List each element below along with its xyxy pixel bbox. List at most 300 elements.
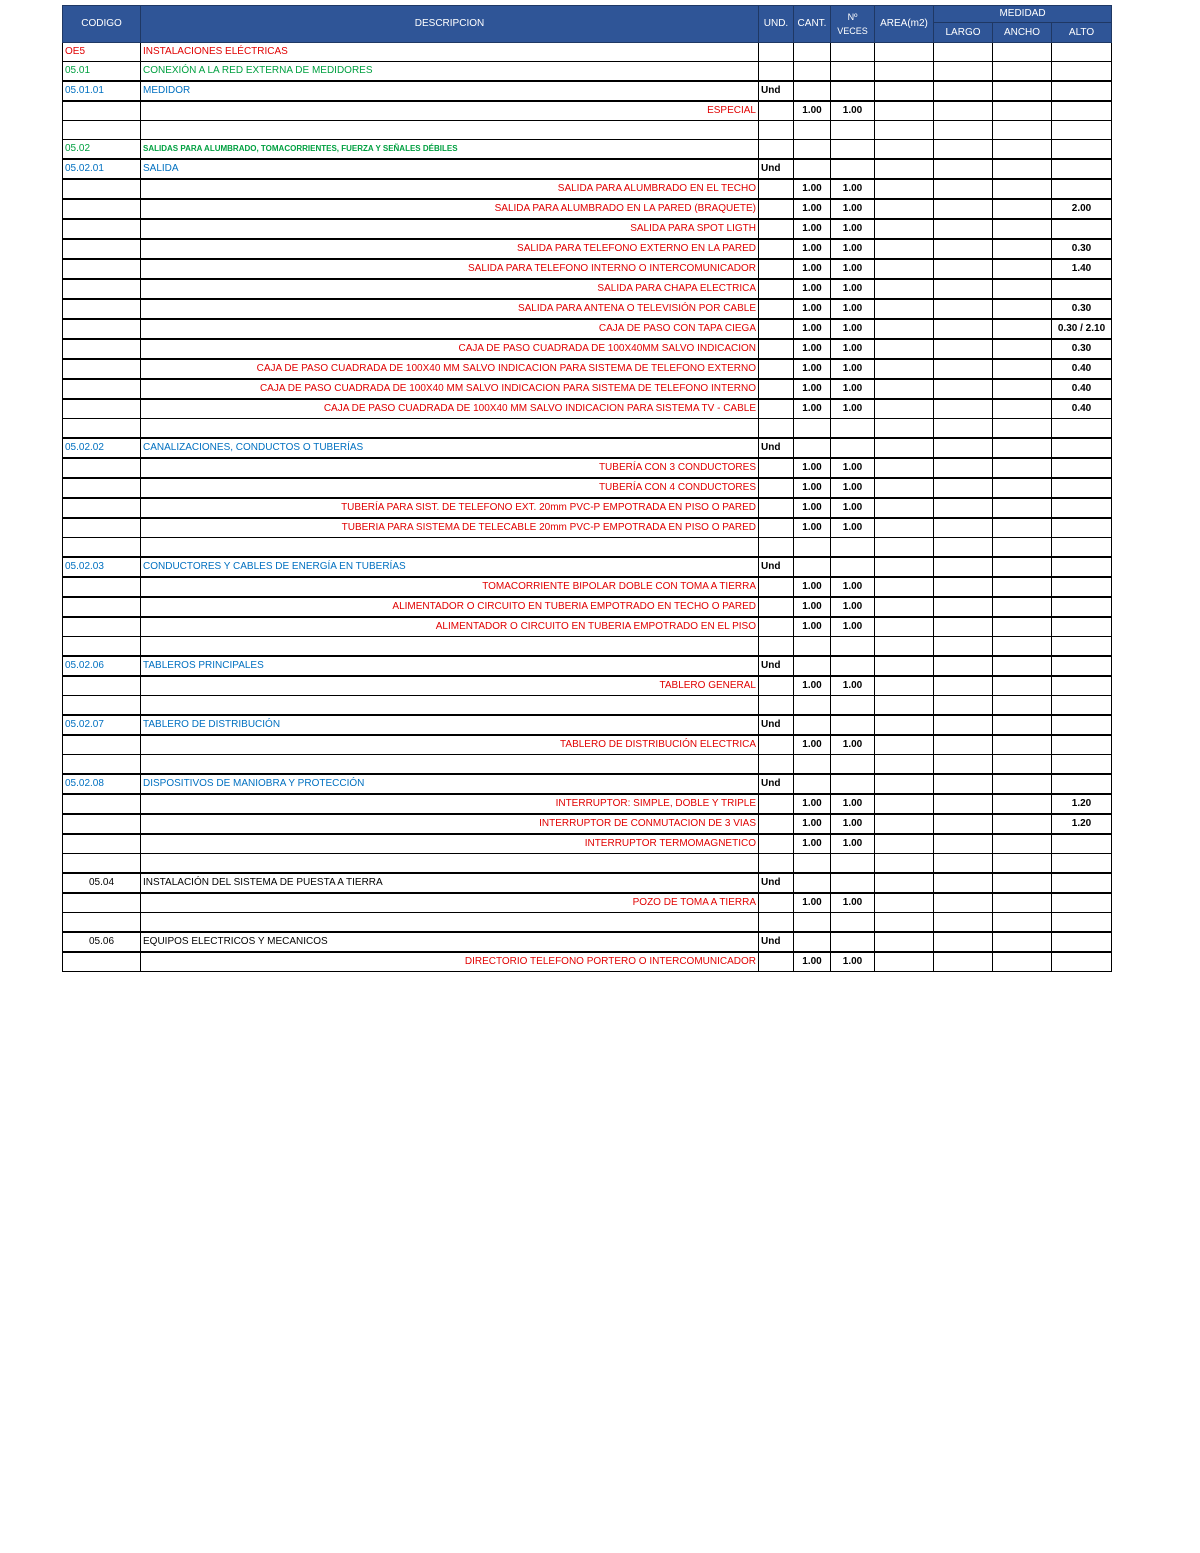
row-area [875,179,934,199]
table-row [63,62,1112,82]
row-veces: 1.00 [831,814,875,834]
row-description [141,538,759,558]
row-veces: 1.00 [831,735,875,755]
row-ancho [993,617,1052,637]
row-code [63,814,141,834]
table-row [63,755,1112,775]
row-veces [831,43,875,62]
row-alto [1052,893,1112,913]
row-unit [759,259,794,279]
row-description: POZO DE TOMA A TIERRA [141,893,759,913]
row-unit [759,339,794,359]
row-ancho [993,676,1052,696]
row-ancho [993,438,1052,458]
row-cantidad [794,873,831,893]
row-code [63,319,141,339]
row-description [141,913,759,933]
row-area [875,893,934,913]
row-cantidad: 1.00 [794,735,831,755]
row-alto [1052,656,1112,676]
row-alto [1052,140,1112,160]
row-veces: 1.00 [831,399,875,419]
row-alto [1052,419,1112,439]
table-row [63,637,1112,657]
table-row [63,814,1112,834]
row-cantidad [794,140,831,160]
row-unit [759,676,794,696]
row-largo [934,140,993,160]
row-veces: 1.00 [831,259,875,279]
row-area [875,121,934,140]
row-unit [759,62,794,82]
row-ancho [993,279,1052,299]
row-alto [1052,478,1112,498]
row-veces [831,62,875,82]
row-code [63,755,141,775]
row-description: INTERRUPTOR TERMOMAGNETICO [141,834,759,854]
row-description [141,854,759,874]
row-ancho [993,199,1052,219]
row-description: SALIDA PARA ALUMBRADO EN LA PARED (BRAQUETE) [141,199,759,219]
row-cantidad [794,913,831,933]
row-ancho [993,696,1052,716]
row-unit [759,299,794,319]
row-area [875,319,934,339]
row-ancho [993,43,1052,62]
row-area [875,438,934,458]
row-ancho [993,458,1052,478]
row-unit [759,43,794,62]
row-ancho [993,597,1052,617]
row-veces [831,159,875,179]
row-area [875,419,934,439]
row-veces [831,637,875,657]
row-largo [934,932,993,952]
row-ancho [993,101,1052,121]
table-row [63,696,1112,716]
row-cantidad: 1.00 [794,676,831,696]
row-cantidad: 1.00 [794,279,831,299]
row-description: INSTALACIONES ELÉCTRICAS [141,43,759,62]
table-row [63,159,1112,179]
row-unit: Und [759,715,794,735]
row-code: OE5 [63,43,141,62]
row-unit [759,239,794,259]
row-cantidad [794,774,831,794]
header-veces: Nº VECES [831,6,875,43]
row-veces: 1.00 [831,199,875,219]
row-description [141,637,759,657]
row-code [63,259,141,279]
row-area [875,794,934,814]
row-veces [831,696,875,716]
table-row [63,893,1112,913]
row-code [63,359,141,379]
row-cantidad: 1.00 [794,319,831,339]
row-description [141,696,759,716]
row-alto [1052,873,1112,893]
row-largo [934,339,993,359]
row-largo [934,259,993,279]
row-alto [1052,696,1112,716]
row-cantidad: 1.00 [794,478,831,498]
row-alto [1052,617,1112,637]
row-largo [934,458,993,478]
row-alto [1052,458,1112,478]
row-largo [934,854,993,874]
row-ancho [993,538,1052,558]
row-unit [759,498,794,518]
row-unit [759,379,794,399]
row-cantidad: 1.00 [794,597,831,617]
row-area [875,755,934,775]
row-cantidad: 1.00 [794,219,831,239]
row-ancho [993,339,1052,359]
row-code: 05.02.02 [63,438,141,458]
row-code: 05.02.06 [63,656,141,676]
table-row [63,458,1112,478]
row-area [875,834,934,854]
row-ancho [993,557,1052,577]
row-largo [934,101,993,121]
row-veces: 1.00 [831,518,875,538]
row-unit [759,814,794,834]
table-row [63,557,1112,577]
row-cantidad [794,854,831,874]
row-ancho [993,62,1052,82]
row-area [875,873,934,893]
row-unit [759,794,794,814]
table-row [63,399,1112,419]
table-row [63,319,1112,339]
row-unit [759,219,794,239]
row-ancho [993,893,1052,913]
row-cantidad [794,637,831,657]
row-code [63,279,141,299]
header-codigo: CODIGO [63,6,141,43]
row-unit [759,893,794,913]
row-area [875,854,934,874]
row-alto: 0.40 [1052,399,1112,419]
row-largo [934,913,993,933]
row-largo [934,656,993,676]
row-cantidad: 1.00 [794,518,831,538]
row-ancho [993,299,1052,319]
row-unit: Und [759,774,794,794]
row-area [875,952,934,972]
row-area [875,379,934,399]
header-area: AREA(m2) [875,6,934,43]
row-largo [934,755,993,775]
row-area [875,43,934,62]
row-ancho [993,219,1052,239]
row-unit: Und [759,81,794,101]
row-cantidad: 1.00 [794,199,831,219]
header-cant: CANT. [794,6,831,43]
row-alto [1052,577,1112,597]
row-largo [934,62,993,82]
table-row [63,913,1112,933]
row-veces [831,715,875,735]
row-cantidad: 1.00 [794,299,831,319]
table-body [63,43,1112,972]
row-code: 05.02.08 [63,774,141,794]
row-largo [934,577,993,597]
table-row [63,81,1112,101]
row-largo [934,239,993,259]
row-alto [1052,438,1112,458]
row-ancho [993,478,1052,498]
table-row [63,339,1112,359]
metrado-table [62,5,1112,972]
row-largo [934,43,993,62]
row-unit [759,597,794,617]
row-largo [934,319,993,339]
row-description: CAJA DE PASO CON TAPA CIEGA [141,319,759,339]
row-ancho [993,577,1052,597]
row-cantidad: 1.00 [794,577,831,597]
row-code [63,676,141,696]
row-code [63,339,141,359]
row-alto: 1.20 [1052,794,1112,814]
row-alto [1052,676,1112,696]
row-veces: 1.00 [831,359,875,379]
row-ancho [993,419,1052,439]
row-veces [831,932,875,952]
row-alto: 0.30 [1052,299,1112,319]
row-alto [1052,518,1112,538]
row-code [63,179,141,199]
row-veces [831,656,875,676]
row-description: SALIDA [141,159,759,179]
row-largo [934,359,993,379]
row-unit [759,399,794,419]
row-description: CANALIZACIONES, CONDUCTOS O TUBERÍAS [141,438,759,458]
row-code [63,498,141,518]
row-alto [1052,755,1112,775]
row-area [875,637,934,657]
row-alto [1052,854,1112,874]
row-largo [934,518,993,538]
row-veces [831,81,875,101]
row-area [875,279,934,299]
row-veces [831,854,875,874]
table-row [63,854,1112,874]
table-row [63,518,1112,538]
row-alto [1052,498,1112,518]
row-unit [759,952,794,972]
row-cantidad [794,121,831,140]
table-header [63,6,1112,43]
row-area [875,458,934,478]
row-unit: Und [759,656,794,676]
row-cantidad [794,159,831,179]
row-code [63,913,141,933]
row-description: TUBERÍA CON 4 CONDUCTORES [141,478,759,498]
row-veces: 1.00 [831,617,875,637]
table-row [63,715,1112,735]
row-area [875,239,934,259]
row-ancho [993,735,1052,755]
row-largo [934,159,993,179]
row-code [63,834,141,854]
row-area [875,696,934,716]
row-largo [934,379,993,399]
row-area [875,159,934,179]
row-code [63,239,141,259]
row-ancho [993,159,1052,179]
row-code: 05.02 [63,140,141,160]
row-area [875,219,934,239]
row-veces: 1.00 [831,478,875,498]
row-code [63,379,141,399]
row-description: INTERRUPTOR: SIMPLE, DOBLE Y TRIPLE [141,794,759,814]
row-code [63,952,141,972]
row-cantidad [794,419,831,439]
table-row [63,239,1112,259]
table-row [63,259,1112,279]
row-description: SALIDA PARA ANTENA O TELEVISIÓN POR CABLE [141,299,759,319]
row-unit [759,538,794,558]
header-und: UND. [759,6,794,43]
row-largo [934,676,993,696]
table-row [63,478,1112,498]
row-description: INSTALACIÓN DEL SISTEMA DE PUESTA A TIERRA [141,873,759,893]
row-ancho [993,140,1052,160]
row-alto: 0.40 [1052,359,1112,379]
table-row [63,219,1112,239]
row-description [141,755,759,775]
row-description: CAJA DE PASO CUADRADA DE 100X40 MM SALVO INDICACION PARA SISTEMA DE TELEFONO INTERNO [141,379,759,399]
table-row [63,121,1112,140]
row-area [875,259,934,279]
row-code [63,893,141,913]
row-alto [1052,62,1112,82]
row-unit [759,199,794,219]
row-cantidad: 1.00 [794,339,831,359]
row-largo [934,873,993,893]
table-row [63,179,1112,199]
row-alto [1052,279,1112,299]
row-cantidad [794,438,831,458]
row-area [875,81,934,101]
row-unit [759,577,794,597]
header-largo: LARGO [934,23,993,43]
row-alto [1052,43,1112,62]
row-largo [934,538,993,558]
row-largo [934,419,993,439]
row-ancho [993,399,1052,419]
row-largo [934,399,993,419]
row-cantidad [794,656,831,676]
row-ancho [993,179,1052,199]
row-alto [1052,81,1112,101]
row-alto: 0.40 [1052,379,1112,399]
row-area [875,62,934,82]
row-unit [759,279,794,299]
row-ancho [993,952,1052,972]
row-largo [934,637,993,657]
row-largo [934,121,993,140]
row-veces: 1.00 [831,597,875,617]
row-code [63,419,141,439]
row-veces: 1.00 [831,458,875,478]
row-code [63,478,141,498]
row-description: MEDIDOR [141,81,759,101]
row-veces: 1.00 [831,219,875,239]
row-code [63,518,141,538]
row-unit [759,637,794,657]
row-cantidad: 1.00 [794,794,831,814]
row-veces [831,438,875,458]
row-cantidad [794,557,831,577]
table-row [63,932,1112,952]
table-row [63,43,1112,62]
row-alto: 0.30 / 2.10 [1052,319,1112,339]
row-area [875,359,934,379]
row-ancho [993,259,1052,279]
row-veces: 1.00 [831,577,875,597]
row-area [875,656,934,676]
row-veces [831,755,875,775]
row-unit: Und [759,932,794,952]
row-area [875,140,934,160]
row-code [63,696,141,716]
row-unit: Und [759,159,794,179]
row-cantidad: 1.00 [794,259,831,279]
header-ancho: ANCHO [993,23,1052,43]
row-largo [934,834,993,854]
row-area [875,577,934,597]
row-unit [759,617,794,637]
row-largo [934,219,993,239]
row-description: SALIDA PARA SPOT LIGTH [141,219,759,239]
row-largo [934,952,993,972]
row-ancho [993,873,1052,893]
row-largo [934,199,993,219]
row-ancho [993,121,1052,140]
row-area [875,299,934,319]
row-alto [1052,913,1112,933]
row-area [875,557,934,577]
row-description: TUBERÍA CON 3 CONDUCTORES [141,458,759,478]
row-unit: Und [759,873,794,893]
row-ancho [993,834,1052,854]
row-area [875,932,934,952]
row-largo [934,617,993,637]
row-largo [934,794,993,814]
row-code [63,617,141,637]
table-row [63,199,1112,219]
row-largo [934,696,993,716]
row-area [875,735,934,755]
table-row [63,438,1112,458]
row-description: SALIDAS PARA ALUMBRADO, TOMACORRIENTES, FUERZA Y SEÑALES DÉBILES [141,140,759,160]
row-area [875,715,934,735]
row-ancho [993,755,1052,775]
row-veces: 1.00 [831,299,875,319]
row-description: INTERRUPTOR DE CONMUTACION DE 3 VIAS [141,814,759,834]
row-cantidad: 1.00 [794,239,831,259]
row-ancho [993,379,1052,399]
row-cantidad [794,696,831,716]
row-alto: 2.00 [1052,199,1112,219]
row-cantidad: 1.00 [794,179,831,199]
row-unit [759,913,794,933]
row-code [63,597,141,617]
row-ancho [993,319,1052,339]
row-alto [1052,834,1112,854]
